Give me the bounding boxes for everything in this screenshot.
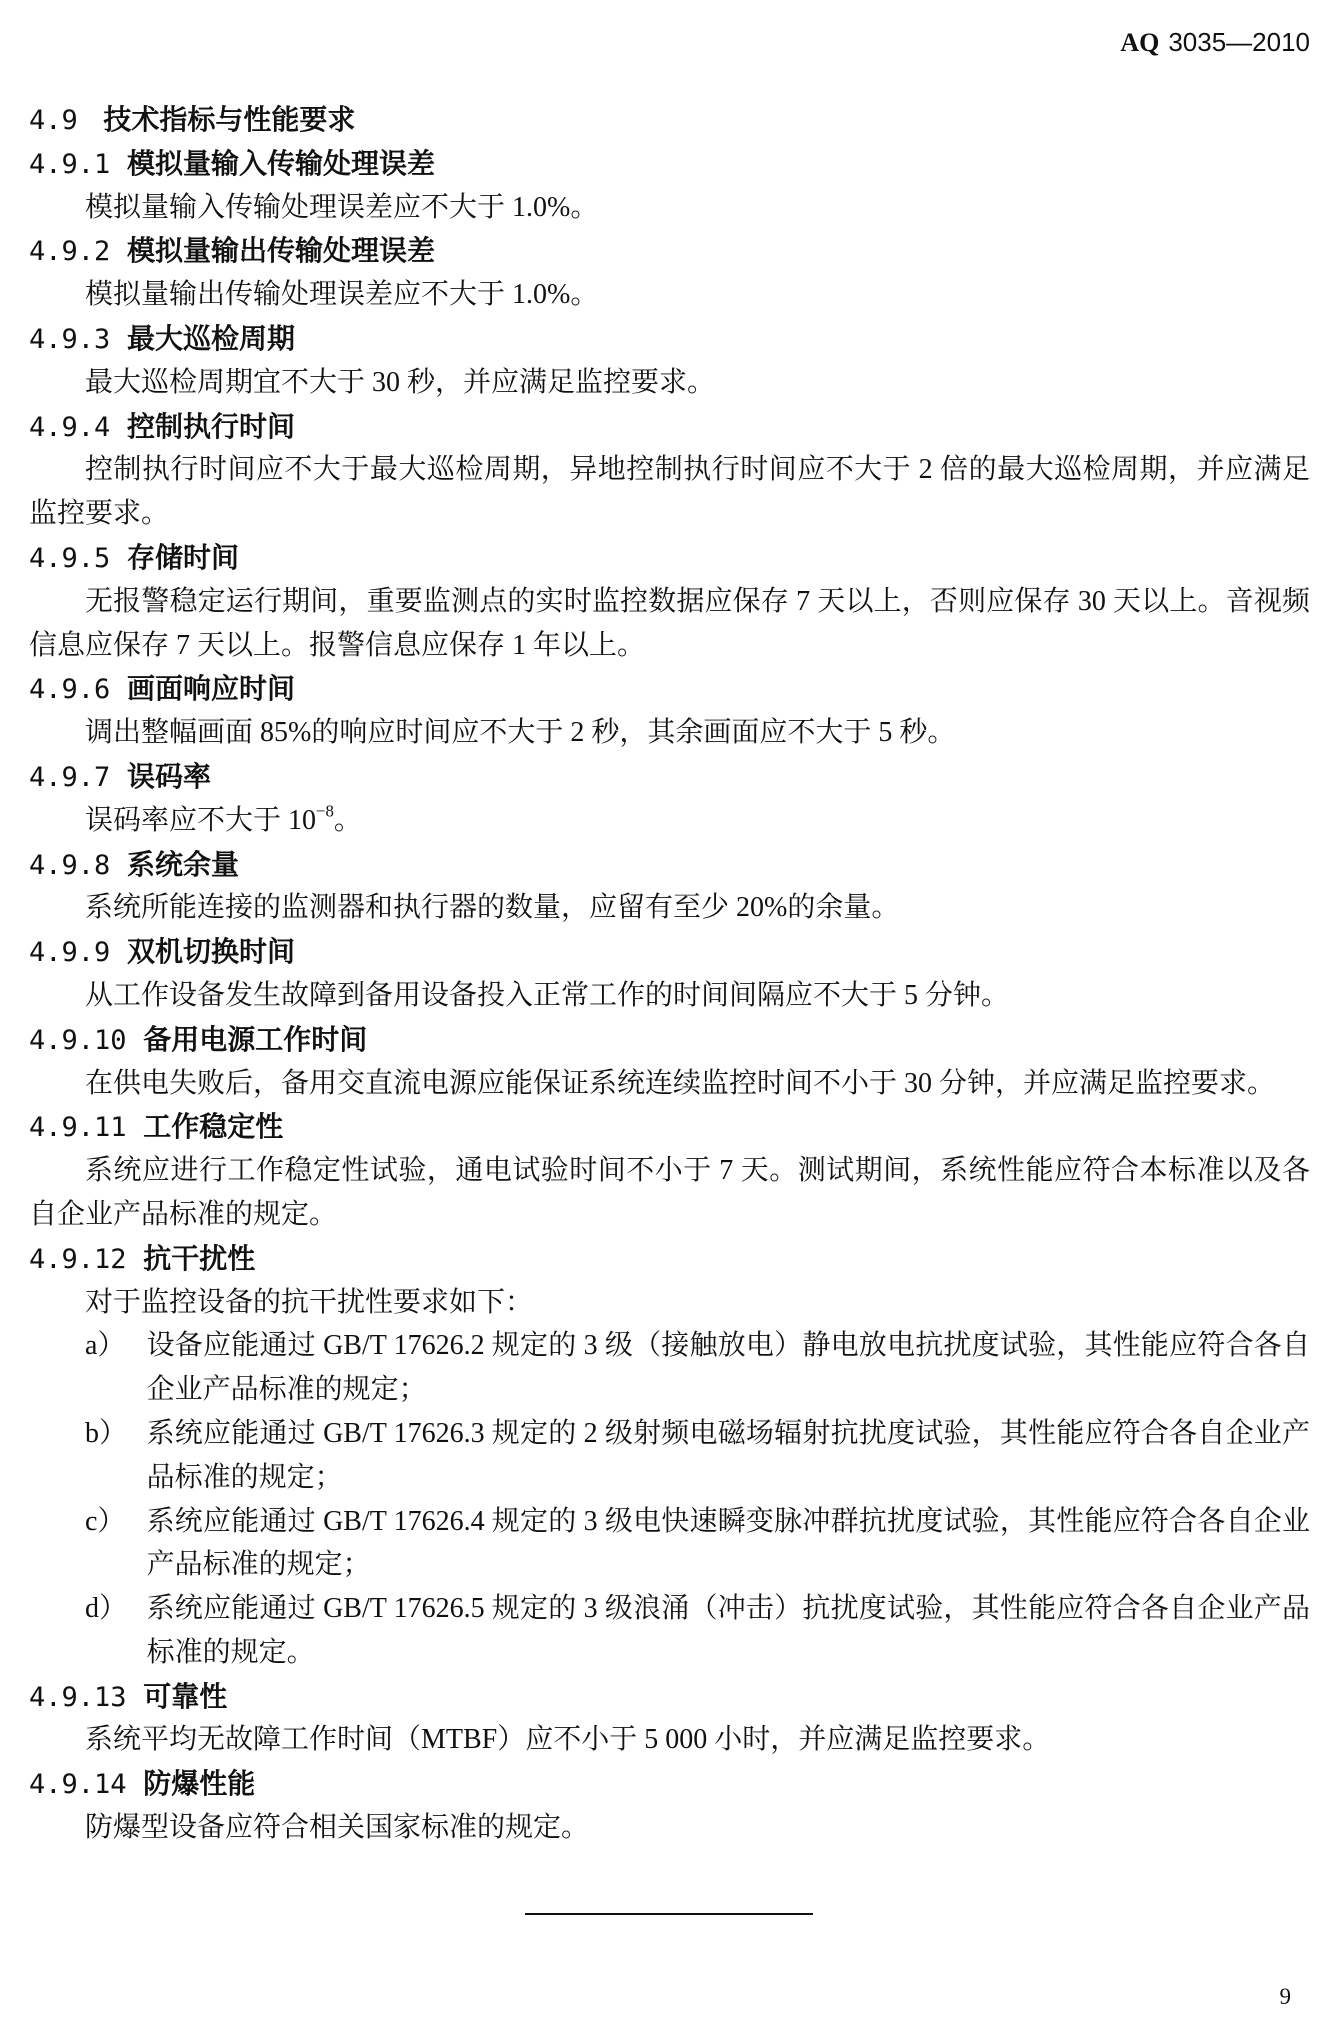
clause-4-9-7 — [29, 755, 1310, 843]
clause-number: 4.9.7 — [29, 761, 111, 793]
clause-text: 模拟量输入传输处理误差应不大于 1.0%。 — [85, 191, 599, 223]
clause-title: 抗干扰性 — [143, 1242, 256, 1274]
standard-code-prefix: AQ — [1120, 28, 1160, 57]
list-item-text: 系统应能通过 GB/T 17626.5 规定的 3 级浪涌（冲击）抗扰度试验，其性能应符合各自企业产品标准的规定。 — [146, 1593, 1310, 1668]
clause-4-9-10 — [29, 1018, 1310, 1106]
clause-text: 调出整幅画面 85%的响应时间应不大于 2 秒，其余画面应不大于 5 秒。 — [85, 717, 956, 749]
clause-number: 4.9.10 — [29, 1024, 127, 1056]
clause-number: 4.9.1 — [29, 148, 111, 180]
clause-text-end: 。 — [333, 804, 362, 836]
clause-heading — [29, 536, 1310, 580]
clause-number: 4.9.12 — [29, 1243, 127, 1275]
section-heading — [29, 98, 1310, 142]
clause-4-9-3 — [29, 317, 1310, 405]
clause-text-main: 误码率应不大于 10 — [85, 804, 317, 836]
clause-4-9-11 — [29, 1105, 1310, 1236]
list-item-label: d） — [85, 1593, 128, 1625]
list-item-text: 系统应能通过 GB/T 17626.4 规定的 3 级电快速瞬变脉冲群抗扰度试验，其性能应符合各自企业产品标准的规定； — [146, 1505, 1310, 1581]
list-item-label: c） — [85, 1505, 126, 1537]
clause-title: 最大巡检周期 — [127, 322, 296, 354]
clause-title: 控制执行时间 — [127, 410, 296, 442]
list-item-d — [29, 1587, 1310, 1675]
clause-heading — [29, 1018, 1310, 1062]
clause-number: 4.9.6 — [29, 674, 111, 706]
clause-heading — [29, 317, 1310, 361]
list-item-text: 设备应能通过 GB/T 17626.2 规定的 3 级（接触放电）静电放电抗扰度试验，其性能应符合各自企业产品标准的规定； — [146, 1330, 1310, 1406]
clause-text: 控制执行时间应不大于最大巡检周期，异地控制执行时间应不大于 2 倍的最大巡检周期，并应满足监控要求。 — [29, 454, 1310, 530]
clause-number: 4.9.11 — [29, 1112, 127, 1144]
standard-code-number: 3035—2010 — [1168, 27, 1310, 57]
list-item-b — [29, 1412, 1310, 1500]
clause-text: 模拟量输出传输处理误差应不大于 1.0%。 — [85, 279, 599, 311]
clause-title: 存储时间 — [127, 541, 240, 573]
clause-number: 4.9.9 — [29, 937, 111, 969]
clause-heading — [29, 1237, 1310, 1281]
clause-4-9-9 — [29, 930, 1310, 1018]
clause-4-9-2 — [29, 229, 1310, 317]
running-header — [1120, 25, 1310, 59]
clause-number: 4.9.5 — [29, 542, 111, 574]
clause-title: 画面响应时间 — [127, 673, 296, 705]
clause-heading — [29, 843, 1310, 887]
section-number: 4.9 — [29, 105, 78, 136]
document-body — [29, 98, 1310, 1850]
clause-number: 4.9.14 — [29, 1769, 127, 1801]
clause-heading — [29, 1762, 1310, 1806]
clause-4-9-12 — [29, 1237, 1310, 1675]
clause-heading — [29, 1105, 1310, 1149]
clause-intro: 对于监控设备的抗干扰性要求如下： — [85, 1286, 534, 1318]
clause-4-9-14 — [29, 1762, 1310, 1850]
clause-heading — [29, 667, 1310, 711]
clause-number: 4.9.4 — [29, 411, 111, 443]
clause-4-9-4 — [29, 405, 1310, 536]
end-of-document-rule — [525, 1913, 813, 1915]
clause-number: 4.9.13 — [29, 1681, 127, 1713]
clause-title: 模拟量输出传输处理误差 — [127, 235, 436, 267]
clause-number: 4.9.2 — [29, 236, 111, 268]
exponent: −8 — [316, 801, 334, 821]
clause-title: 模拟量输入传输处理误差 — [127, 147, 436, 179]
clause-heading — [29, 755, 1310, 799]
clause-text: 无报警稳定运行期间，重要监测点的实时监控数据应保存 7 天以上，否则应保存 30 天以上。音视频信息应保存 7 天以上。报警信息应保存 1 年以上。 — [29, 585, 1310, 661]
clause-title: 工作稳定性 — [143, 1111, 284, 1143]
clause-title: 双机切换时间 — [127, 936, 296, 968]
page-number: 9 — [1279, 1984, 1291, 2009]
clause-title: 备用电源工作时间 — [143, 1023, 368, 1055]
clause-4-9-8 — [29, 843, 1310, 931]
clause-title: 系统余量 — [127, 848, 240, 880]
clause-4-9-5 — [29, 536, 1310, 667]
clause-text: 系统平均无故障工作时间（MTBF）应不小于 5 000 小时，并应满足监控要求。 — [85, 1724, 1051, 1756]
clause-number: 4.9.3 — [29, 323, 111, 355]
list-item-label: a） — [85, 1330, 126, 1362]
clause-text: 在供电失败后，备用交直流电源应能保证系统连续监控时间不小于 30 分钟，并应满足监控要求。 — [85, 1067, 1276, 1099]
clause-4-9-1 — [29, 142, 1310, 230]
clause-heading — [29, 405, 1310, 449]
list-item-a — [29, 1324, 1310, 1412]
clause-title: 误码率 — [127, 760, 212, 792]
list-item-c — [29, 1500, 1310, 1588]
list-item-label: b） — [85, 1417, 128, 1449]
clause-heading — [29, 229, 1310, 273]
section-title: 技术指标与性能要求 — [103, 104, 356, 135]
clause-title: 防爆性能 — [143, 1768, 256, 1800]
clause-text: 防爆型设备应符合相关国家标准的规定。 — [85, 1812, 590, 1844]
clause-text — [29, 799, 1310, 843]
clause-text: 系统所能连接的监测器和执行器的数量，应留有至少 20%的余量。 — [85, 892, 900, 924]
clause-heading — [29, 142, 1310, 186]
clause-number: 4.9.8 — [29, 849, 111, 881]
clause-heading — [29, 1675, 1310, 1719]
clause-text: 系统应进行工作稳定性试验，通电试验时间不小于 7 天。测试期间，系统性能应符合本标准以及各自企业产品标准的规定。 — [29, 1155, 1310, 1230]
list-item-text: 系统应能通过 GB/T 17626.3 规定的 2 级射频电磁场辐射抗扰度试验，其性能应符合各自企业产品标准的规定； — [146, 1417, 1310, 1493]
clause-heading — [29, 930, 1310, 974]
clause-4-9-13 — [29, 1675, 1310, 1763]
clause-text: 从工作设备发生故障到备用设备投入正常工作的时间间隔应不大于 5 分钟。 — [85, 979, 1010, 1011]
clause-text: 最大巡检周期宜不大于 30 秒，并应满足监控要求。 — [85, 366, 716, 398]
clause-4-9-6 — [29, 667, 1310, 755]
clause-title: 可靠性 — [143, 1680, 228, 1712]
